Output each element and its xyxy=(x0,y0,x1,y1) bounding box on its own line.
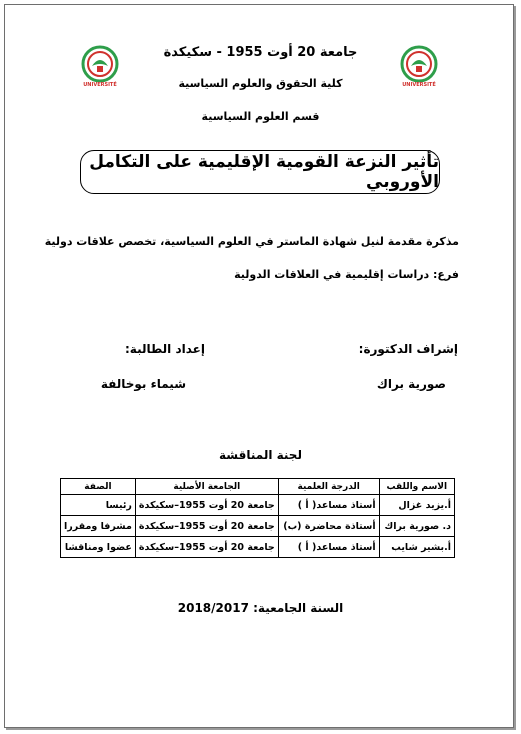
member-name: أ.يزيد غزال xyxy=(379,495,454,516)
academic-year: السنة الجامعية: 2018/2017 xyxy=(177,601,344,615)
thesis-title-box xyxy=(80,150,440,194)
thesis-title: تأثير النزعة القومية الإقليمية على التكامل الأوروبي xyxy=(89,152,439,192)
supervisor-label: إشراف الدكتورة: xyxy=(358,342,458,356)
member-university: جامعة 20 أوت 1955–سكيكدة xyxy=(135,495,278,516)
table-row xyxy=(61,495,455,516)
member-role: رئيسا xyxy=(61,495,136,516)
university-name: جامعة 20 أوت 1955 - سكيكدة xyxy=(163,45,358,60)
student-label: إعداد الطالبة: xyxy=(125,342,205,356)
member-university: جامعة 20 أوت 1955–سكيكدة xyxy=(135,516,278,537)
committee-table xyxy=(60,478,455,558)
logo-left-text: UNIVERSITÉ xyxy=(83,82,117,88)
member-role: مشرفا ومقررا xyxy=(61,516,136,537)
member-degree: أستاذ مساعد( أ ) xyxy=(278,495,379,516)
member-university: جامعة 20 أوت 1955–سكيكدة xyxy=(135,537,278,558)
table-header-row xyxy=(61,479,455,495)
member-degree: أستاذة محاضرة (ب) xyxy=(278,516,379,537)
member-name: أ.بشير شايب xyxy=(379,537,454,558)
thesis-subtitle: مذكرة مقدمة لنيل شهادة الماستر في العلوم السياسية، تخصص علاقات دولية xyxy=(44,235,459,248)
committee-title: لجنة المناقشة xyxy=(219,448,302,462)
member-degree: أستاذ مساعد( أ ) xyxy=(278,537,379,558)
faculty-name: كلية الحقوق والعلوم السياسية xyxy=(178,77,343,90)
column-header-name: الاسم واللقب xyxy=(379,479,454,495)
table-row xyxy=(61,537,455,558)
table-row xyxy=(61,516,455,537)
column-header-role: الصفة xyxy=(61,479,136,495)
department-name: قسم العلوم السياسية xyxy=(201,110,320,123)
supervisor-name: صورية براك xyxy=(376,377,446,391)
student-name: شيماء بوخالفة xyxy=(100,377,186,391)
member-role: عضوا ومناقشا xyxy=(61,537,136,558)
column-header-university: الجامعة الأصلية xyxy=(135,479,278,495)
thesis-branch: فرع: دراسات إقليمية في العلاقات الدولية xyxy=(234,268,459,281)
column-header-degree: الدرجة العلمية xyxy=(278,479,379,495)
member-name: د. صورية براك xyxy=(379,516,454,537)
logo-right-text: UNIVERSITÉ xyxy=(402,82,436,88)
